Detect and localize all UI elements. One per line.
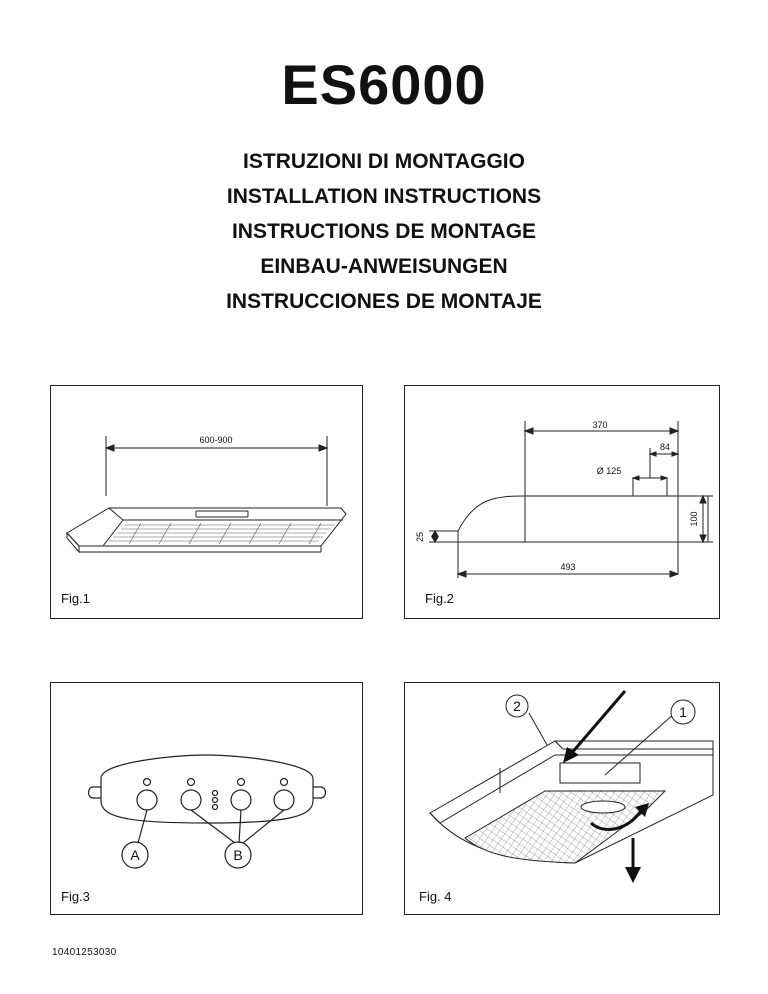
- figure-1-label: Fig.1: [61, 591, 90, 606]
- figure-2-panel: [404, 385, 720, 619]
- callout-1-label: 1: [679, 704, 687, 720]
- figure-3-label: Fig.3: [61, 889, 90, 904]
- figure-3-drawing: [51, 683, 362, 914]
- fig2-total-dimension: 493: [560, 562, 576, 572]
- pull-down-arrow-head: [625, 867, 641, 883]
- figure-1-drawing: [51, 386, 362, 618]
- document-title: ES6000: [281, 53, 487, 116]
- right-mounting-ear: [313, 787, 326, 798]
- figure-3-panel: [50, 682, 363, 915]
- callout-b-label: B: [233, 847, 243, 863]
- subtitle-english: INSTALLATION INSTRUCTIONS: [226, 185, 542, 208]
- light-button: [137, 790, 157, 810]
- indicator-led-2: [213, 798, 218, 803]
- speed-button-0: [181, 790, 201, 810]
- indicator-led-3: [213, 805, 218, 810]
- subtitle-german: EINBAU-ANWEISUNGEN: [260, 255, 508, 278]
- subtitle-list: [0, 147, 768, 322]
- subtitle-spanish: INSTRUCCIONES DE MONTAJE: [226, 290, 542, 313]
- fig2-front-dimension: 25: [415, 531, 425, 543]
- figure-1-panel: [50, 385, 363, 619]
- figure-4-panel: [404, 682, 720, 915]
- fig2-depth-dimension: 370: [592, 420, 608, 430]
- fig2-diameter-dimension: Ø 125: [596, 466, 622, 476]
- subtitle-french: INSTRUCTIONS DE MONTAGE: [231, 220, 537, 243]
- subtitle-italian: ISTRUZIONI DI MONTAGGIO: [243, 150, 525, 173]
- speed-button-2: [231, 790, 251, 810]
- fig2-offset-dimension: 84: [659, 442, 671, 452]
- figure-2-label: Fig.2: [425, 591, 454, 606]
- speed-button-3: [274, 790, 294, 810]
- fig1-width-dimension: 600-900: [199, 435, 233, 445]
- callout-2-label: 2: [513, 698, 521, 714]
- figure-4-drawing: [405, 683, 719, 914]
- callout-a-label: A: [130, 847, 140, 863]
- left-mounting-ear: [89, 787, 102, 798]
- figure-4-label: Fig. 4: [419, 889, 452, 904]
- figure-2-drawing: [405, 386, 719, 618]
- document-code: 10401253030: [52, 947, 117, 958]
- fig2-height-dimension: 100: [689, 511, 699, 527]
- indicator-led-1: [213, 791, 218, 796]
